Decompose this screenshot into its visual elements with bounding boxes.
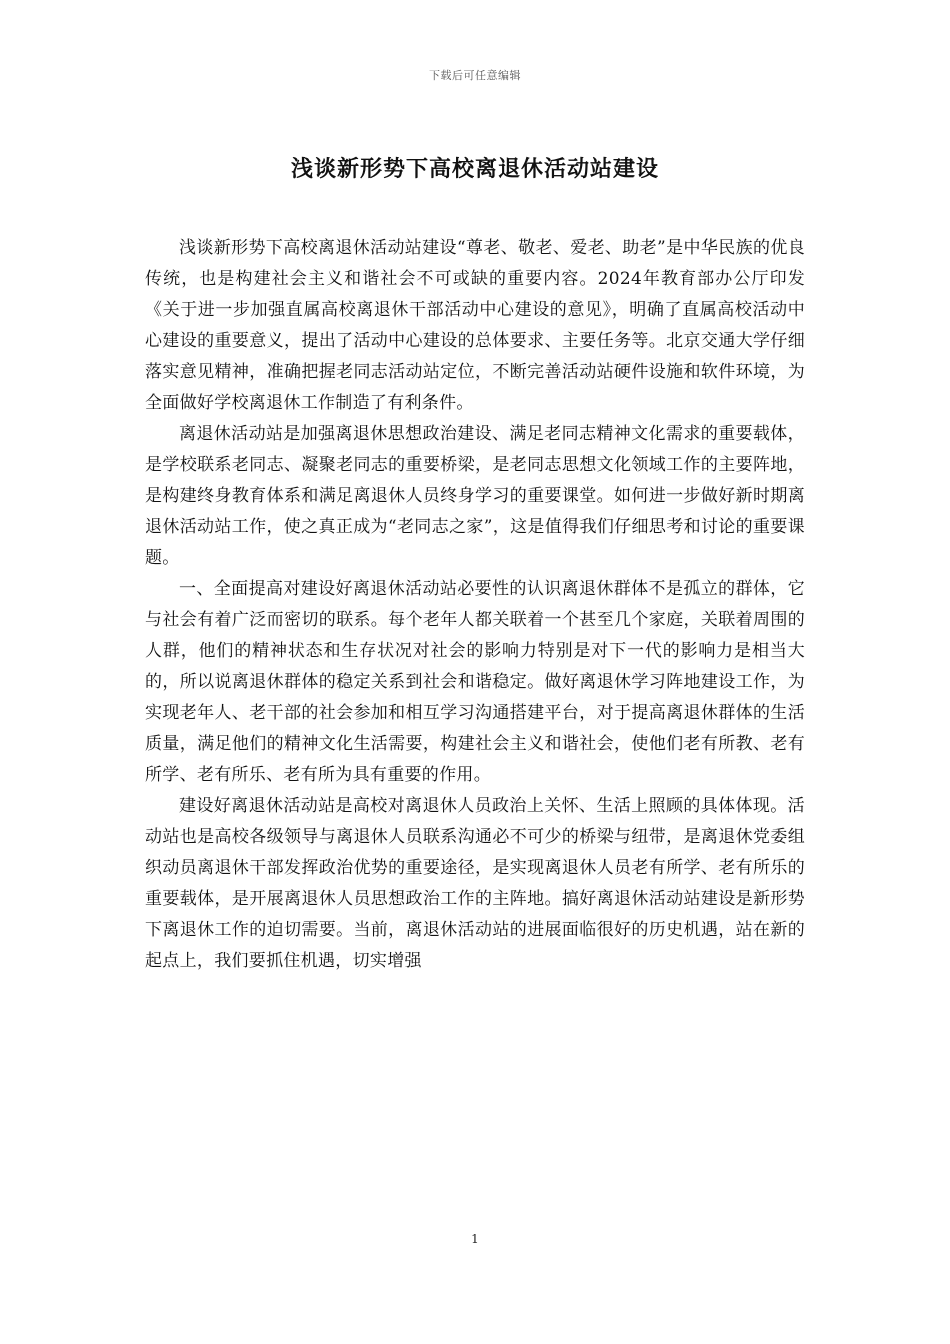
document-title: 浅谈新形势下高校离退休活动站建设: [290, 156, 659, 182]
document-body: [145, 233, 805, 977]
paragraph: 一、全面提高对建设好离退休活动站必要性的认识离退休群体不是孤立的群体，它与社会有着广泛而密切的联系。每个老年人都关联着一个甚至几个家庭，关联着周围的人群，他们的精神状态和生存状况对社会的影响力特别是对下一代的影响力是相当大的，所以说离退休群体的稳定关系到社会和谐稳定。做好离退休学习阵地建设工作，为实现老年人、老干部的社会参加和相互学习沟通搭建平台，对于提高离退休群体的生活质量，满足他们的精神文化生活需要，构建社会主义和谐社会，使他们老有所教、老有所学、老有所乐、老有所为具有重要的作用。: [145, 579, 805, 785]
paragraph: 浅谈新形势下高校离退休活动站建设“尊老、敬老、爱老、助老”是中华民族的优良传统，也是构建社会主义和谐社会不可或缺的重要内容。2024年教育部办公厅印发《关于进一步加强直属高校离退休干部活动中心建设的意见》，明确了直属高校活动中心建设的重要意义，提出了活动中心建设的总体要求、主要任务等。北京交通大学仔细落实意见精神，准确把握老同志活动站定位，不断完善活动站硬件设施和软件环境，为全面做好学校离退休工作制造了有利条件。: [145, 238, 805, 413]
paragraph: 离退休活动站是加强离退休思想政治建设、满足老同志精神文化需求的重要载体，是学校联系老同志、凝聚老同志的重要桥梁，是老同志思想文化领域工作的主要阵地，是构建终身教育体系和满足离退休人员终身学习的重要课堂。如何进一步做好新时期离退休活动站工作，使之真正成为“老同志之家”，这是值得我们仔细思考和讨论的重要课题。: [145, 424, 805, 568]
paragraph: 建设好离退休活动站是高校对离退休人员政治上关怀、生活上照顾的具体体现。活动站也是高校各级领导与离退休人员联系沟通必不可少的桥梁与纽带，是离退休党委组织动员离退休干部发挥政治优势的重要途径，是实现离退休人员老有所学、老有所乐的重要载体，是开展离退休人员思想政治工作的主阵地。搞好离退休活动站建设是新形势下离退休工作的迫切需要。当前，离退休活动站的进展面临很好的历史机遇，站在新的起点上，我们要抓住机遇，切实增强: [145, 796, 805, 971]
page-number: 1: [471, 1232, 479, 1246]
header-note: 下载后可任意编辑: [429, 69, 521, 82]
